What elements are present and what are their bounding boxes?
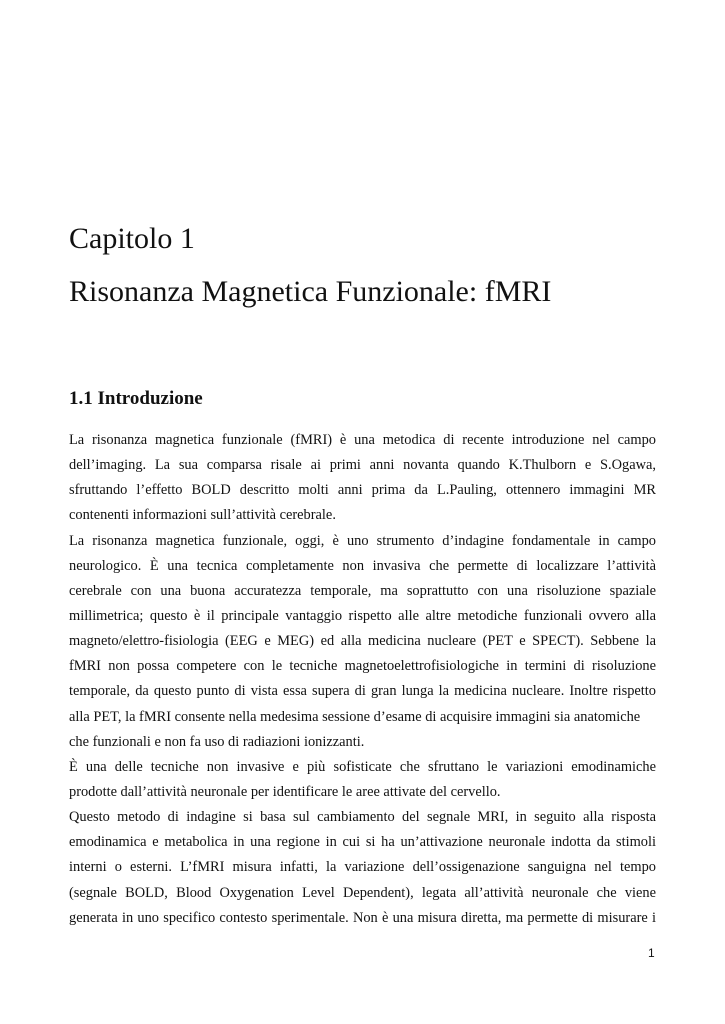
body-line: dell’imaging. La sua comparsa risale ai primi anni novanta quando K.Thulborn e S.Ogawa, <box>69 457 656 474</box>
body-line: emodinamica e metabolica in una regione in cui si ha un’attivazione neuronale indotta da stimoli <box>69 834 656 851</box>
body-text <box>69 428 656 931</box>
body-line: Questo metodo di indagine si basa sul cambiamento del segnale MRI, in seguito alla risposta <box>69 809 656 826</box>
body-line: generata in uno specifico contesto sperimentale. Non è una misura diretta, ma permette di misurare i <box>69 909 656 926</box>
body-line: sfruttando l’effetto BOLD descritto molti anni prima da L.Pauling, ottennero immagini MR <box>69 482 656 499</box>
body-line: La risonanza magnetica funzionale (fMRI) è una metodica di recente introduzione nel campo <box>69 432 656 448</box>
body-line: millimetrica; questo è il principale vantaggio rispetto alle altre metodiche funzionali ovvero alla <box>69 607 656 624</box>
body-line: che funzionali e non fa uso di radiazioni ionizzanti. <box>69 733 365 750</box>
body-line: contenenti informazioni sull’attività cerebrale. <box>69 507 336 524</box>
body-line: prodotte dall’attività neuronale per identificare le aree attivate del cervello. <box>69 783 501 800</box>
section-heading: 1.1 Introduzione <box>69 388 203 409</box>
body-line: temporale, da questo punto di vista essa supera di gran lunga la medicina nucleare. Inoltre rispetto <box>69 683 656 700</box>
body-line: La risonanza magnetica funzionale, oggi, è uno strumento d’indagine fondamentale in campo <box>69 532 656 549</box>
body-line: cerebrale con una buona accuratezza temporale, ma soprattutto con una risoluzione spaziale <box>69 582 656 599</box>
body-line: alla PET, la fMRI consente nella medesima sessione d’esame di acquisire immagini sia anatomiche <box>69 708 641 725</box>
page-number: 1 <box>648 946 655 960</box>
chapter-title: Risonanza Magnetica Funzionale: fMRI <box>69 275 552 308</box>
body-line: magneto/elettro-fisiologia (EEG e MEG) ed alla medicina nucleare (PET e SPECT). Sebbene la <box>69 633 656 650</box>
body-line: fMRI non possa competere con le tecniche magnetoelettrofisiologiche in termini di risoluzione <box>69 658 656 675</box>
body-line: interni o esterni. L’fMRI misura infatti, la variazione dell’ossigenazione sanguigna nel tempo <box>69 859 656 876</box>
body-line: È una delle tecniche non invasive e più sofisticate che sfruttano le variazioni emodinamiche <box>69 758 656 775</box>
body-line: (segnale BOLD, Blood Oxygenation Level Dependent), legata all’attività neuronale che viene <box>69 884 656 901</box>
chapter-number: Capitolo 1 <box>69 222 195 255</box>
body-line: neurologico. È una tecnica completamente non invasiva che permette di localizzare l’attività <box>69 557 656 574</box>
